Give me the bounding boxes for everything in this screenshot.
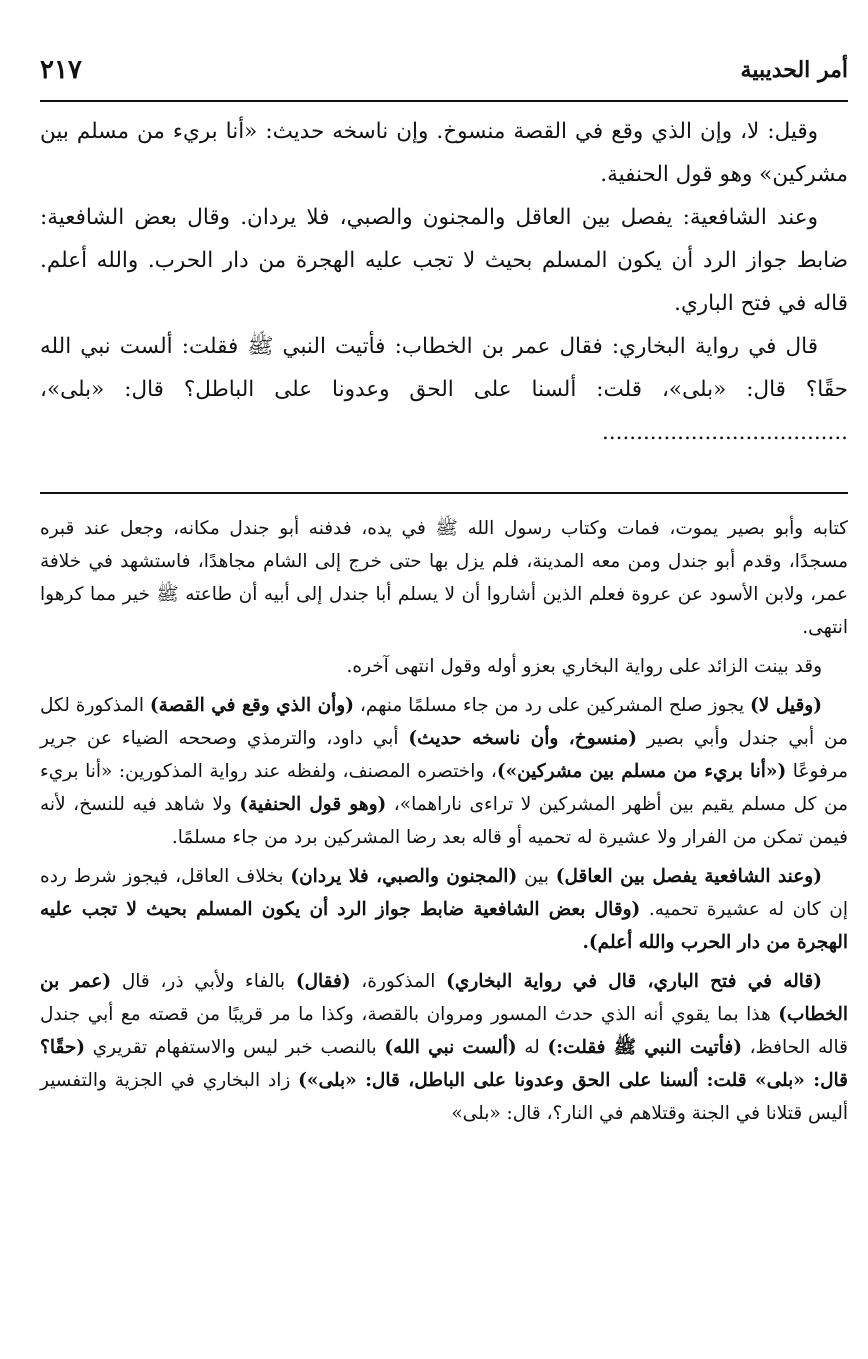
main-paragraph: [40, 196, 848, 325]
page-number: ٢١٧: [40, 55, 82, 85]
commentary-text: هذا بما يقوي أنه الذي حدث المسور ومروان بالقصة، وكذا ما مر قريبًا من قصته مع أبي جندل قاله الحافظ،: [40, 1004, 848, 1058]
quoted-matn: (فأتيت النبي ﷺ فقلت:): [547, 1037, 742, 1058]
commentary-text: بخلاف العاقل، فيجوز شرط رده إن كان له عشيرة تحميه.: [40, 866, 848, 920]
main-text-3: قال في رواية البخاري: فقال عمر بن الخطاب: فأتيت النبي ﷺ فقلت: ألست نبي الله حقًا؟ قال: «بلى»، قلت: ألسنا على الحق وعدونا على الباطل؟ قال: «بلى»،: [40, 334, 848, 402]
page-header: [40, 40, 848, 100]
quoted-matn: (ألست نبي الله): [384, 1037, 517, 1058]
commentary: [40, 512, 848, 1136]
commentary-text: بين: [517, 866, 556, 887]
quoted-matn: (المجنون والصبي، فلا يردان): [290, 866, 518, 887]
quoted-matn: (حقًا؟ قال: «بلى» قلت: ألسنا على الحق وعدونا على الباطل، قال: «بلى»): [40, 1037, 848, 1091]
quoted-matn: (وقيل لا): [750, 695, 822, 716]
main-text: [40, 110, 848, 454]
main-paragraph: [40, 110, 848, 196]
commentary-paragraph: [40, 689, 848, 854]
commentary-text: أبي داود، والترمذي وصححه الضياء عن جرير مرفوعًا: [40, 728, 848, 782]
commentary-text: المذكورة،: [350, 971, 447, 992]
commentary-text: كتابه وأبو بصير يموت، فمات وكتاب رسول الله ﷺ في يده، فدفنه أبو جندل مكانه، وجعل عند قبره مسجدًا، وقدم أبو جندل ومن معه المدينة، فلم يزل بها حتى خرج إلى الشام مجاهدًا، فاستشهد في خلافة عمر، ولابن الأسود عن عروة فعلم الذين أشاروا أن لا يسلم أبا جندل إلى أبيه أن طاعته ﷺ خير مما كرهوا انتهى.: [40, 518, 848, 638]
main-paragraph: [40, 325, 848, 454]
commentary-paragraph: [40, 965, 848, 1130]
quoted-matn: (وأن الذي وقع في القصة): [149, 695, 354, 716]
quoted-matn: (فقال): [295, 971, 351, 992]
quoted-matn: (وهو قول الحنفية): [239, 794, 387, 815]
main-text-2: وعند الشافعية: يفصل بين العاقل والمجنون والصبي، فلا يردان. وقال بعض الشافعية: ضابط جواز الرد أن يكون المسلم بحيث لا تجب عليه الهجرة من دار الحرب. والله أعلم. قاله في فتح الباري.: [40, 205, 848, 316]
quoted-matn: (وقال بعض الشافعية ضابط جواز الرد أن يكون المسلم بحيث لا تجب عليه الهجرة من دار الحرب والله أعلم).: [40, 899, 848, 953]
commentary-text: بالنصب خبر ليس والاستفهام تقريري: [85, 1037, 385, 1058]
commentary-paragraph: [40, 860, 848, 959]
commentary-text: ولا شاهد فيه للنسخ، لأنه فيمن تمكن من الفرار ولا عشيرة له تحميه أو قاله بعد رضا المشركين برد من جاء مسلمًا.: [40, 794, 848, 848]
commentary-text: له: [516, 1037, 548, 1058]
commentary-text: المذكورة لكل من أبي جندل وأبي بصير: [40, 695, 848, 749]
commentary-text: ، واختصره المصنف، ولفظه عند رواية المذكورين: «أنا بريء من كل مسلم يقيم بين أظهر المشركين لا تراءى ناراهما»،: [40, 761, 848, 815]
commentary-text: زاد البخاري في الجزية والتفسير أليس قتلانا في الجنة وقتلاهم في النار؟، قال: «بلى»: [40, 1070, 848, 1124]
commentary-paragraph: [40, 650, 848, 683]
commentary-text: بالفاء ولأبي ذر، قال: [111, 971, 296, 992]
quoted-matn: («أنا بريء من مسلم بين مشركين»): [496, 761, 787, 782]
commentary-text: يجوز صلح المشركين على رد من جاء مسلمًا منهم،: [354, 695, 751, 716]
commentary-paragraph: [40, 512, 848, 644]
commentary-text: وقد بينت الزائد على رواية البخاري بعزو أوله وقول انتهى آخره.: [346, 656, 822, 677]
header-rule: [40, 100, 848, 102]
quoted-matn: (وعند الشافعية يفصل بين العاقل): [555, 866, 822, 887]
ellipsis-dots: ....................................: [601, 420, 848, 445]
quoted-matn: (عمر بن الخطاب): [40, 971, 848, 1025]
main-text-1: وقيل: لا، وإن الذي وقع في القصة منسوخ. وإن ناسخه حديث: «أنا بريء من مسلم بين مشركين» وهو قول الحنفية.: [40, 119, 848, 187]
running-title: أمر الحديبية: [740, 57, 848, 83]
quoted-matn: (قاله في فتح الباري، قال في رواية البخاري): [446, 971, 823, 992]
quoted-matn: (منسوخ، وأن ناسخه حديث): [408, 728, 638, 749]
footnote-divider: [40, 492, 848, 494]
